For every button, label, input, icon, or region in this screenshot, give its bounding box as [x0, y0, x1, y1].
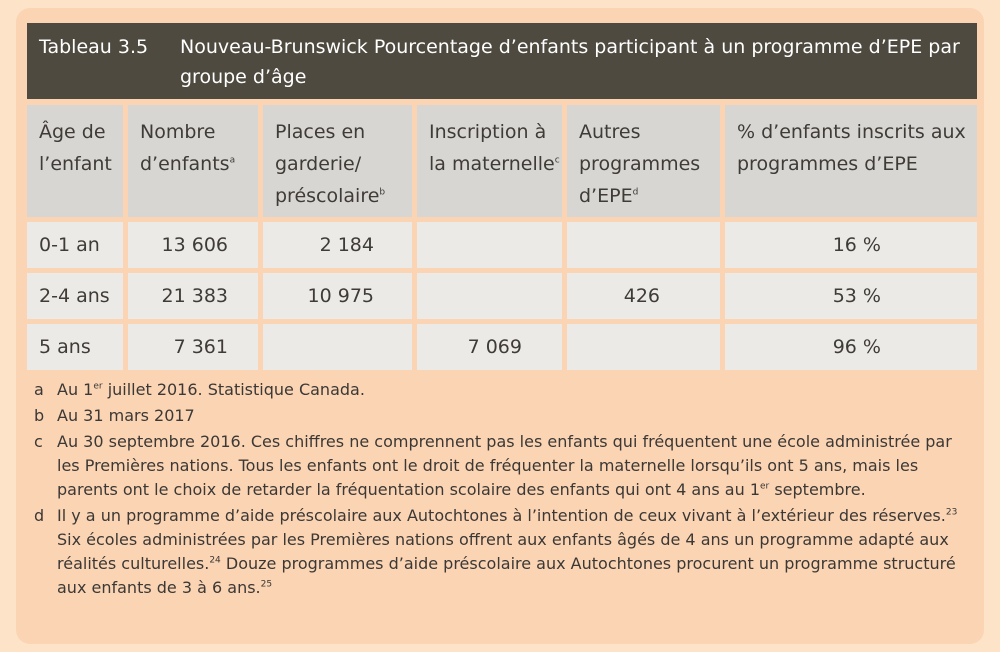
cell-count-value: 13 606	[161, 234, 228, 256]
cell-kindergarten	[417, 222, 562, 268]
table-title-bar	[27, 23, 977, 99]
footnote-text: Six écoles administrées par les Premières nations offrent aux enfants âgés de 4 ans un programme adapté aux réalités culturelles.	[57, 530, 949, 573]
footnotes	[34, 378, 974, 602]
footnote-text: Il y a un programme d’aide préscolaire aux Autochtones à l’intention de ceux vivant à l’extérieur des réserves.	[57, 506, 946, 525]
cell-other	[567, 273, 720, 319]
cell-daycare-value: 2 184	[319, 234, 374, 256]
cell-percent-value: 53 %	[832, 285, 881, 307]
header-percent-label: % d’enfants inscrits aux programmes d’EPE	[737, 121, 966, 175]
cell-count-value: 7 361	[173, 336, 228, 358]
cell-count	[128, 222, 258, 268]
cell-age: 0-1 an	[39, 234, 100, 256]
cell-age: 2-4 ans	[39, 285, 110, 307]
header-kindergarten-label: Inscription à la maternelle	[429, 121, 555, 175]
header-other	[567, 105, 720, 217]
header-percent	[725, 105, 977, 217]
cell-percent-value: 96 %	[832, 336, 881, 358]
footnote-key: d	[34, 506, 45, 525]
header-other-note: d	[632, 187, 639, 198]
cell-count	[128, 324, 258, 370]
cell-percent	[725, 324, 977, 370]
footnote-sup: er	[760, 481, 770, 492]
header-count-label: Nombre d’enfants	[140, 121, 230, 175]
footnote-text: juillet 2016. Statistique Canada.	[102, 380, 365, 399]
header-age	[27, 105, 123, 217]
header-daycare	[263, 105, 412, 217]
cell-percent	[725, 273, 977, 319]
footnote-a	[34, 378, 974, 402]
footnote-key: b	[34, 406, 45, 425]
footnote-d	[34, 504, 974, 600]
cell-daycare-value: 10 975	[307, 285, 374, 307]
footnote-b	[34, 404, 974, 428]
table-number: Tableau 3.5	[39, 36, 149, 58]
table-row	[27, 324, 123, 370]
cell-other	[567, 324, 720, 370]
header-kindergarten	[417, 105, 562, 217]
footnote-sup: 24	[209, 555, 221, 566]
cell-count-value: 21 383	[161, 285, 228, 307]
header-count-note: a	[229, 155, 236, 166]
cell-daycare	[263, 222, 412, 268]
footnote-text: Au 1	[57, 380, 94, 399]
cell-daycare	[263, 273, 412, 319]
footnote-c	[34, 430, 974, 502]
cell-other	[567, 222, 720, 268]
footnote-text: Au 31 mars 2017	[57, 406, 195, 425]
footnote-key: c	[34, 432, 43, 451]
cell-count	[128, 273, 258, 319]
header-kindergarten-note: c	[554, 155, 560, 166]
table-row	[27, 222, 123, 268]
cell-kindergarten	[417, 324, 562, 370]
header-daycare-note: b	[379, 187, 386, 198]
header-count	[128, 105, 258, 217]
footnote-text: septembre.	[769, 480, 866, 499]
cell-daycare	[263, 324, 412, 370]
header-daycare-label: Places en garderie/ préscolaire	[275, 121, 380, 207]
table-row	[27, 273, 123, 319]
footnote-sup: 23	[945, 507, 958, 518]
header-other-label: Autres programmes d’EPE	[579, 121, 701, 207]
cell-other-value: 426	[623, 285, 660, 307]
footnote-key: a	[34, 380, 44, 399]
cell-kindergarten-value: 7 069	[467, 336, 522, 358]
cell-percent	[725, 222, 977, 268]
cell-age: 5 ans	[39, 336, 91, 358]
footnote-sup: 25	[260, 579, 273, 590]
footnote-text: Au 30 septembre 2016. Ces chiffres ne comprennent pas les enfants qui fréquentent une école administrée par les Premières nations. Tous les enfants ont le droit de fréquenter la maternelle lorsqu’ils ont 5 ans, mais les parents ont le choix de retarder la fréquentation scolaire des enfants qui ont 4 ans au 1	[57, 432, 952, 499]
footnote-sup: er	[93, 381, 103, 392]
header-age-label: Âge de l’enfant	[39, 121, 112, 175]
footnote-text: Douze programmes d’aide préscolaire aux Autochtones procurent un programme structuré aux enfants de 3 à 6 ans.	[57, 554, 956, 597]
cell-percent-value: 16 %	[832, 234, 881, 256]
cell-kindergarten	[417, 273, 562, 319]
table-title: Nouveau-Brunswick Pourcentage d’enfants participant à un programme d’EPE par groupe d’âge	[180, 36, 960, 88]
